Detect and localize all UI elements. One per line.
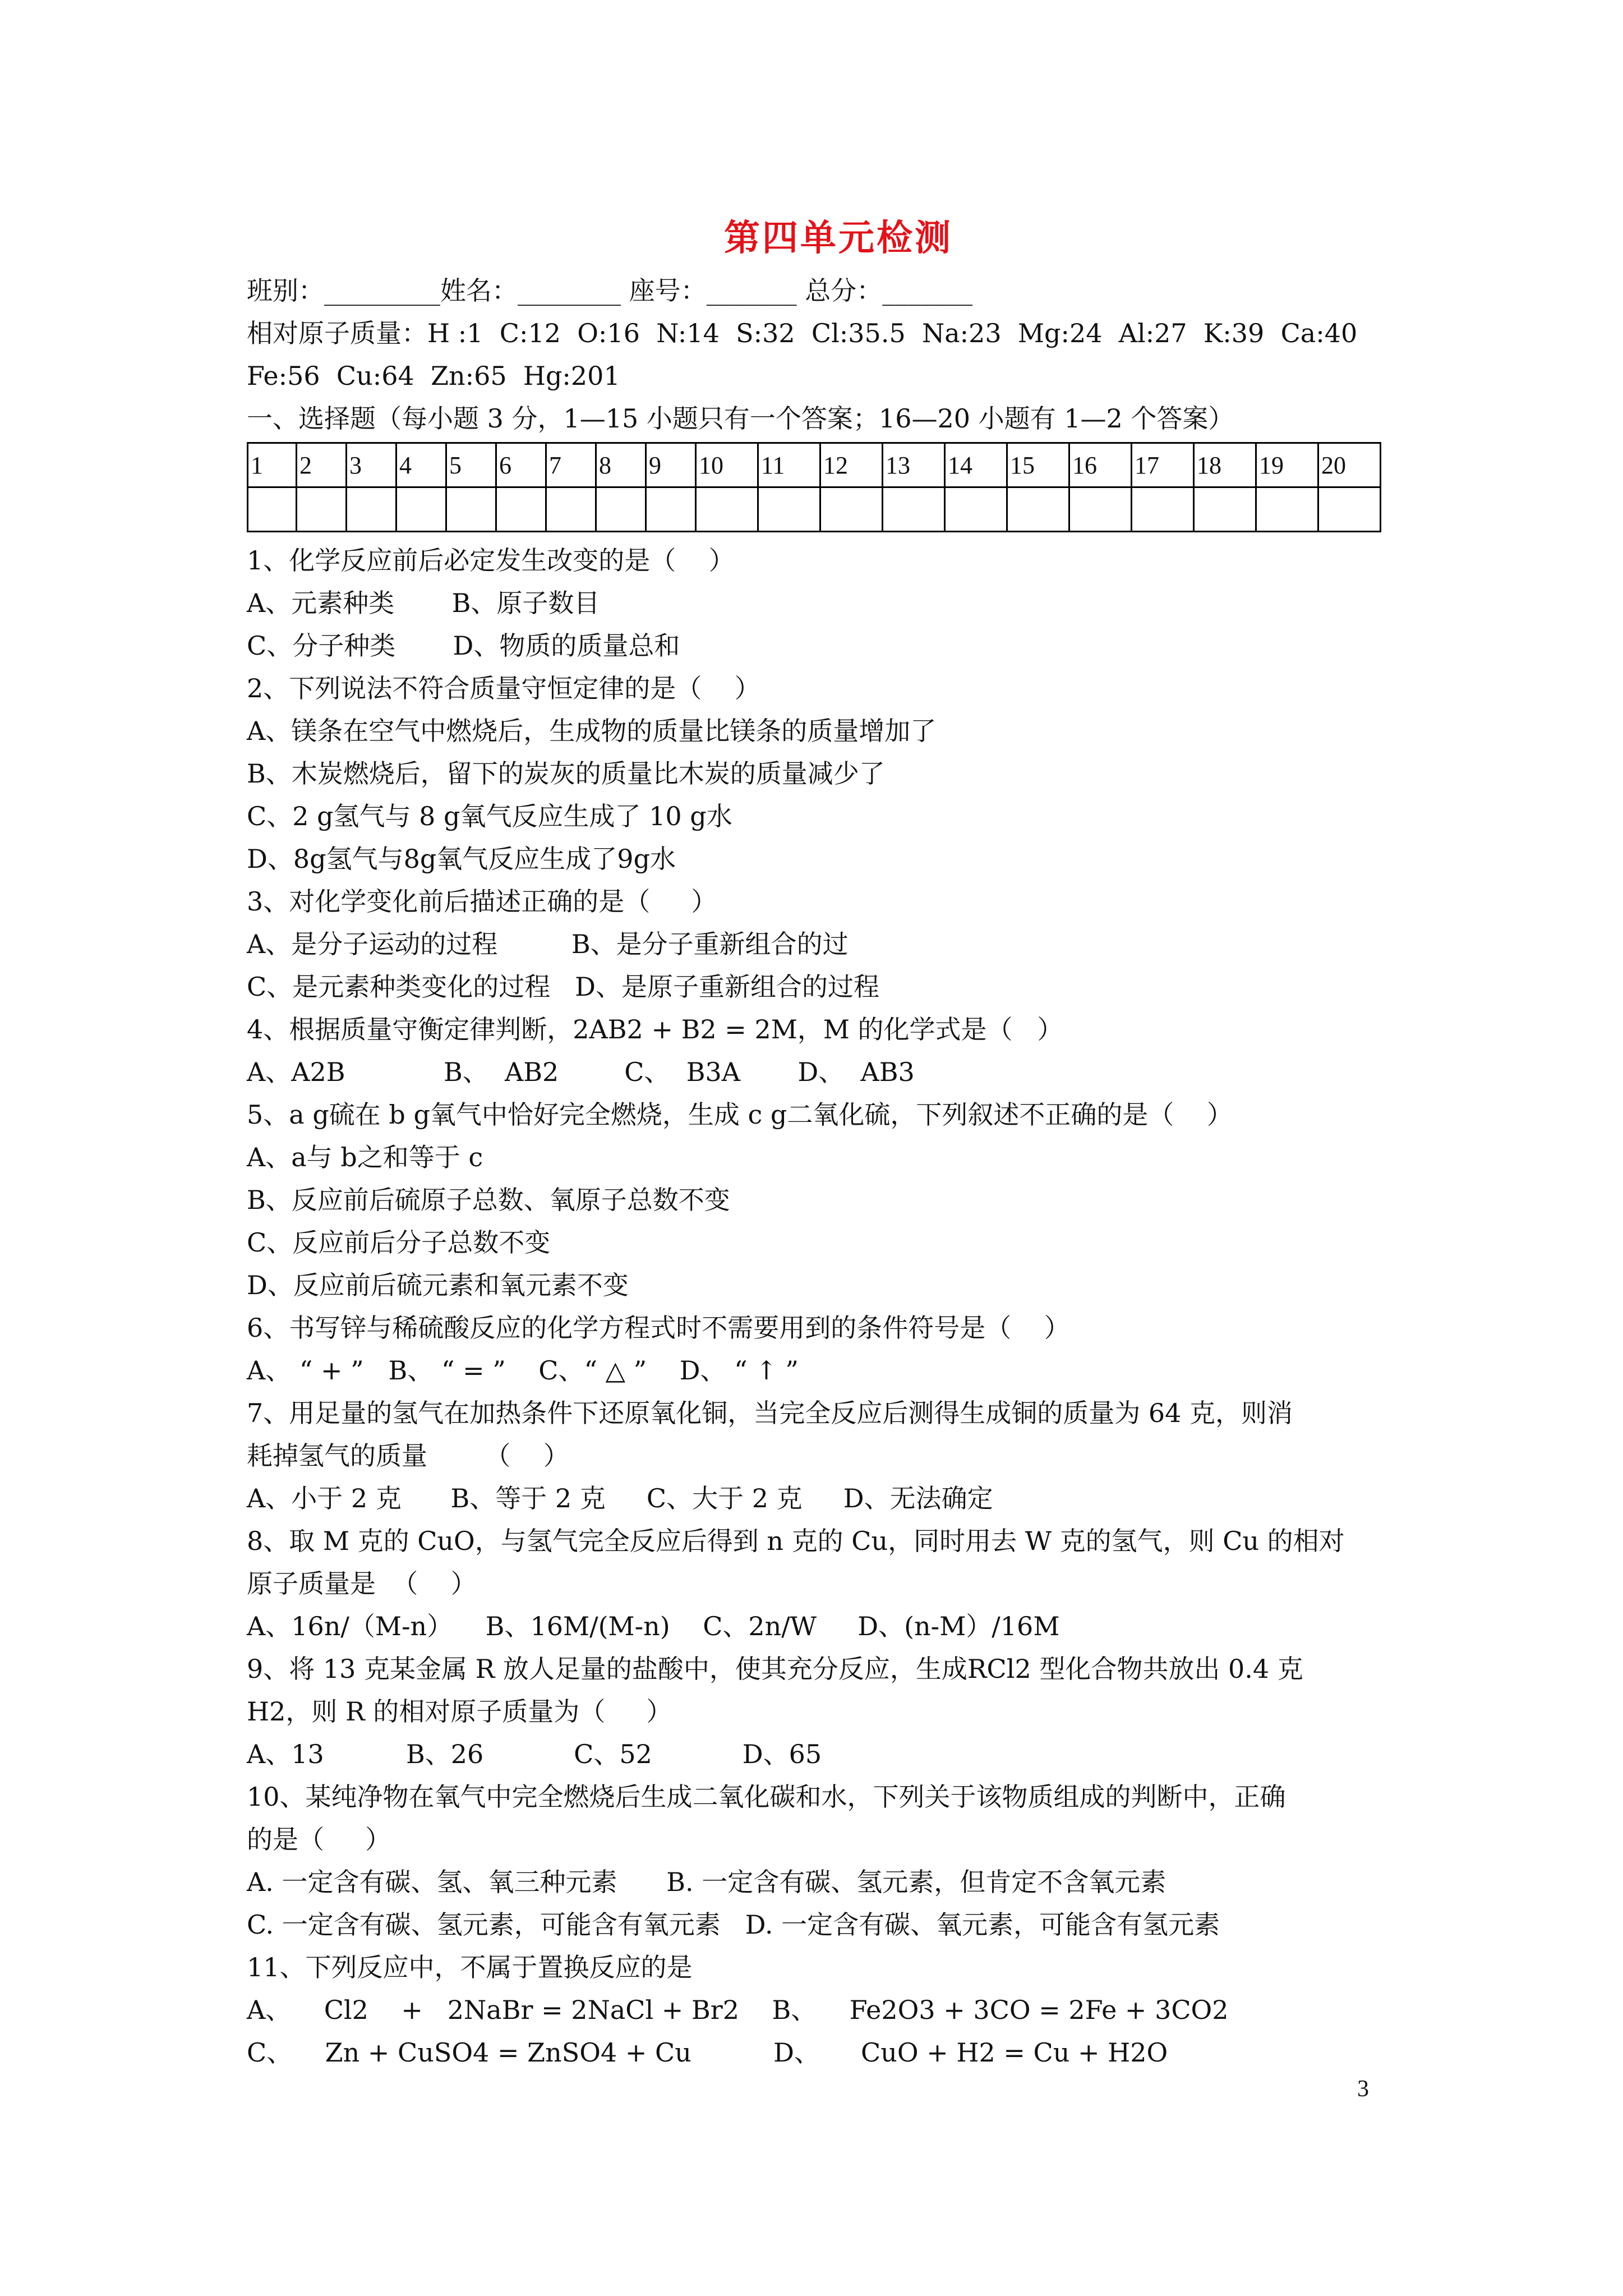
document-content: [247, 208, 1441, 2074]
question-11-stem: 11、下列反应中，不属于置换反应的是: [247, 1952, 693, 1982]
question-7-options: A、小于 2 克 B、等于 2 克 C、大于 2 克 D、无法确定: [247, 1483, 993, 1513]
answer-number-cell: 20: [1318, 443, 1381, 487]
question-9-options: A、13 B、26 C、52 D、65: [247, 1739, 822, 1769]
answer-blank-cell[interactable]: [1256, 487, 1318, 532]
answer-blank-cell[interactable]: [396, 487, 446, 532]
answer-blank-cell[interactable]: [1318, 487, 1381, 532]
answer-number-cell: 4: [396, 443, 446, 487]
answer-number-cell: 16: [1069, 443, 1132, 487]
question-5-option-a: A、a与 b之和等于 c: [247, 1142, 483, 1172]
question-7-stem-cont: 耗掉氢气的质量 （ ）: [247, 1441, 569, 1471]
question-7-stem: 7、用足量的氢气在加热条件下还原氧化铜，当完全反应后测得生成铜的质量为 64 克，则消: [247, 1398, 1293, 1428]
question-11-options: A、 Cl2 + 2NaBr = 2NaCl + Br2 B、 Fe2O3 + 3CO = 2Fe + 3CO2: [247, 1995, 1229, 2025]
answer-blank-cell[interactable]: [546, 487, 596, 532]
question-8-stem: 8、取 M 克的 CuO，与氢气完全反应后得到 n 克的 Cu，同时用去 W 克的氢气，则 Cu 的相对: [247, 1526, 1345, 1556]
answer-blank-cell[interactable]: [945, 487, 1007, 532]
answer-number-cell: 12: [820, 443, 883, 487]
answer-blank-cell[interactable]: [1132, 487, 1194, 532]
question-10-stem-cont: 的是（ ）: [247, 1824, 391, 1855]
question-2-option-a: A、镁条在空气中燃烧后，生成物的质量比镁条的质量增加了: [247, 716, 937, 746]
answer-number-cell: 10: [696, 443, 758, 487]
answer-blank-cell[interactable]: [596, 487, 646, 532]
question-2-option-c: C、2 g氢气与 8 g氧气反应生成了 10 g水: [247, 801, 732, 831]
question-3-options: A、是分子运动的过程 B、是分子重新组合的过: [247, 929, 849, 959]
answer-number-cell: 18: [1194, 443, 1256, 487]
answer-number-cell: 3: [347, 443, 396, 487]
atomic-mass-line: 相对原子质量：H :1 C:12 O:16 N:14 S:32 Cl:35.5 Na:23 Mg:24 Al:27 K:39 Ca:40: [247, 318, 1358, 348]
answer-number-cell: 17: [1132, 443, 1194, 487]
answer-blank-cell[interactable]: [646, 487, 696, 532]
answer-blank-cell[interactable]: [297, 487, 347, 532]
answer-number-cell: 13: [883, 443, 945, 487]
question-2-stem: 2、下列说法不符合质量守恒定律的是（ ）: [247, 673, 760, 703]
answer-blank-cell[interactable]: [1007, 487, 1069, 532]
question-10-stem: 10、某纯净物在氧气中完全燃烧后生成二氧化碳和水，下列关于该物质组成的判断中，正确: [247, 1782, 1286, 1812]
question-5-option-c: C、反应前后分子总数不变: [247, 1227, 551, 1258]
answer-number-cell: 15: [1007, 443, 1069, 487]
question-4-options: A、A2B B、 AB2 C、 B3A D、 AB3: [247, 1057, 915, 1087]
question-5-option-b: B、反应前后硫原子总数、氧原子总数不变: [247, 1185, 730, 1215]
answer-blank-cell[interactable]: [347, 487, 396, 532]
question-2-option-d: D、8g氢气与8g氧气反应生成了9g水: [247, 844, 676, 874]
answer-number-cell: 2: [297, 443, 347, 487]
student-info-line: 班别：_________姓名：________ 座号：_______ 总分：_______: [247, 275, 973, 306]
answer-table-number-row: [248, 443, 1381, 487]
answer-blank-cell[interactable]: [1069, 487, 1132, 532]
question-10-options: C. 一定含有碳、氢元素，可能含有氧元素 D. 一定含有碳、氧元素，可能含有氢元素: [247, 1910, 1220, 1940]
question-6-options: A、 “ + ” B、 “ = ” C、“ △ ” D、 “ ↑ ”: [247, 1355, 799, 1386]
question-1-options: A、元素种类 B、原子数目: [247, 588, 600, 618]
page-title: 第四单元检测: [724, 217, 953, 259]
answer-blank-cell[interactable]: [696, 487, 758, 532]
question-9-stem-cont: H2，则 R 的相对原子质量为（ ）: [247, 1696, 672, 1727]
answer-blank-cell[interactable]: [758, 487, 820, 532]
question-6-stem: 6、书写锌与稀硫酸反应的化学方程式时不需要用到的条件符号是（ ）: [247, 1313, 1070, 1343]
answer-blank-cell[interactable]: [248, 487, 297, 532]
question-8-stem-cont: 原子质量是 （ ）: [247, 1568, 477, 1599]
answer-number-cell: 9: [646, 443, 696, 487]
question-8-options: A、16n/（M-n） B、16M/(M-n) C、2n/W D、(n-M）/16M: [247, 1611, 1060, 1641]
answer-table-blank-row: [248, 487, 1381, 532]
question-11-options: C、 Zn + CuSO4 = ZnSO4 + Cu D、 CuO + H2 = Cu + H2O: [247, 2037, 1168, 2068]
question-1-options: C、分子种类 D、物质的质量总和: [247, 631, 680, 661]
question-1-stem: 1、化学反应前后必定发生改变的是（ ）: [247, 545, 735, 576]
answer-number-cell: 19: [1256, 443, 1318, 487]
answer-number-cell: 1: [248, 443, 297, 487]
answer-blank-cell[interactable]: [446, 487, 496, 532]
answer-number-cell: 14: [945, 443, 1007, 487]
answer-number-cell: 7: [546, 443, 596, 487]
question-5-option-d: D、反应前后硫元素和氧元素不变: [247, 1270, 629, 1300]
question-5-stem: 5、a g硫在 b g氧气中恰好完全燃烧，生成 c g二氧化硫，下列叙述不正确的是（ ）: [247, 1099, 1233, 1130]
answer-number-cell: 11: [758, 443, 820, 487]
question-4-stem: 4、根据质量守衡定律判断，2AB2 + B2 = 2M，M 的化学式是（ ）: [247, 1014, 1063, 1045]
answer-number-cell: 5: [446, 443, 496, 487]
answer-blank-cell[interactable]: [820, 487, 883, 532]
answer-number-cell: 8: [596, 443, 646, 487]
question-10-options: A. 一定含有碳、氢、氧三种元素 B. 一定含有碳、氢元素，但肯定不含氧元素: [247, 1867, 1166, 1897]
question-2-option-b: B、木炭燃烧后，留下的炭灰的质量比木炭的质量减少了: [247, 758, 885, 789]
answer-number-cell: 6: [496, 443, 546, 487]
question-9-stem: 9、将 13 克某金属 R 放人足量的盐酸中，使其充分反应，生成RCl2 型化合物共放出 0.4 克: [247, 1654, 1303, 1684]
section-heading: 一、选择题（每小题 3 分，1—15 小题只有一个答案；16—20 小题有 1—2 个答案）: [247, 403, 1234, 434]
page-number: 3: [1357, 2076, 1369, 2102]
answer-blank-cell[interactable]: [496, 487, 546, 532]
question-3-stem: 3、对化学变化前后描述正确的是（ ）: [247, 886, 717, 917]
atomic-mass-line-2: Fe:56 Cu:64 Zn:65 Hg:201: [247, 361, 620, 391]
question-3-options: C、是元素种类变化的过程 D、是原子重新组合的过程: [247, 972, 879, 1002]
answer-blank-cell[interactable]: [1194, 487, 1256, 532]
answer-blank-cell[interactable]: [883, 487, 945, 532]
answer-table: [247, 442, 1381, 532]
